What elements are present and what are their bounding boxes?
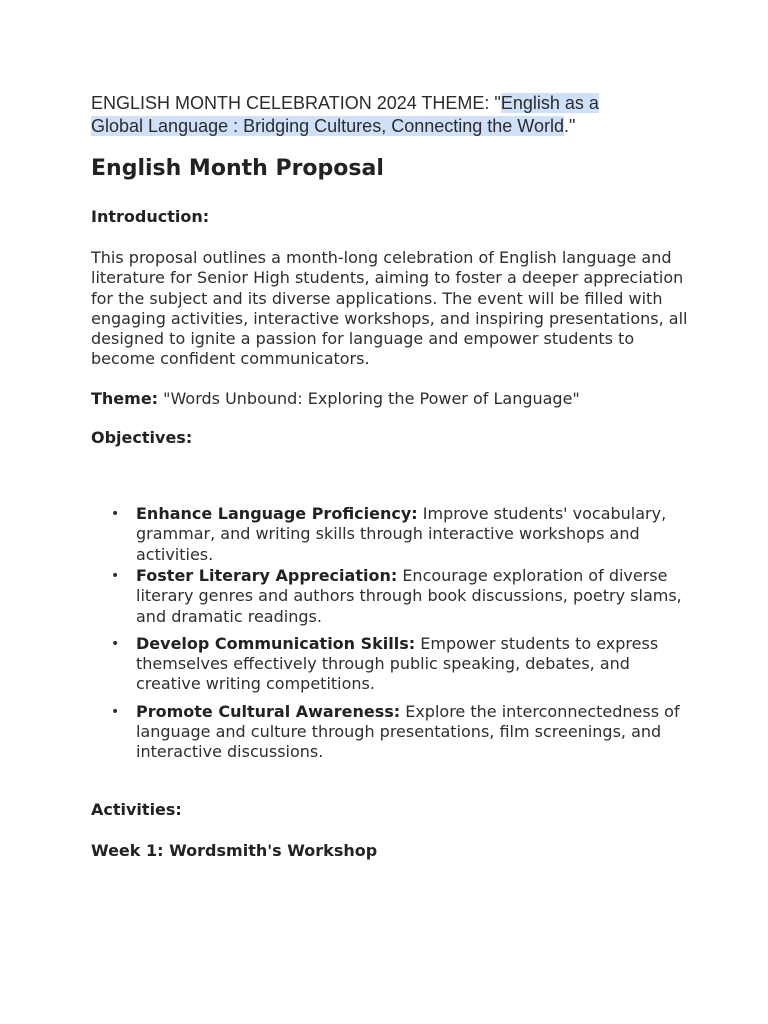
highlighted-text-line2[interactable]: Global Language : Bridging Cultures, Connecting the World — [91, 116, 564, 136]
highlighted-text-line1[interactable]: English as a — [500, 93, 599, 113]
list-item — [91, 702, 691, 763]
activities-heading: Activities: — [91, 799, 182, 819]
list-item — [91, 566, 691, 627]
objective-text: Improve students' vocabulary, grammar, and writing skills through interactive workshops and activities. — [136, 504, 667, 564]
objective-title: Develop Communication Skills: — [136, 633, 416, 653]
bullet-icon: • — [111, 635, 120, 652]
objective-title: Enhance Language Proficiency: — [136, 504, 418, 524]
theme-line — [91, 389, 691, 409]
objective-text: Explore the interconnectedness of language and culture through presentations, film screenings, and interactive discussions. — [136, 701, 680, 762]
bullet-icon: • — [111, 506, 120, 523]
week1-heading: Week 1: Wordsmith's Workshop — [91, 840, 378, 860]
introduction-heading: Introduction: — [91, 207, 210, 226]
bullet-icon: • — [111, 567, 120, 584]
theme-text: "Words Unbound: Exploring the Power of Language" — [158, 388, 580, 408]
bullet-icon: • — [111, 703, 120, 720]
objectives-list — [91, 504, 691, 763]
introduction-paragraph: This proposal outlines a month-long celebration of English language and literature for Senior High students, aiming to foster a deeper appreciation for the subject and its diverse applications. The event will be filled with engaging activities, interactive workshops, and inspiring presentations, all designed to ignite a passion for language and empower students to become confident communicators. — [91, 248, 688, 369]
header-prefix: ENGLISH MONTH CELEBRATION 2024 THEME: " — [91, 93, 501, 113]
list-item — [91, 504, 691, 565]
document-title: English Month Proposal — [91, 156, 384, 181]
header-suffix: ." — [563, 116, 576, 136]
objective-title: Foster Literary Appreciation: — [136, 565, 398, 585]
theme-label: Theme: — [91, 388, 159, 408]
objective-text: Empower students to express themselves effectively through public speaking, debates, and creative writing competitions. — [136, 633, 659, 694]
list-item — [91, 634, 691, 695]
celebration-theme-header — [91, 92, 691, 138]
document-page — [91, 92, 691, 861]
objective-title: Promote Cultural Awareness: — [136, 701, 401, 721]
objective-text: Encourage exploration of diverse literary genres and authors through book discussions, poetry slams, and dramatic readings. — [136, 565, 682, 626]
objectives-heading: Objectives: — [91, 428, 193, 448]
